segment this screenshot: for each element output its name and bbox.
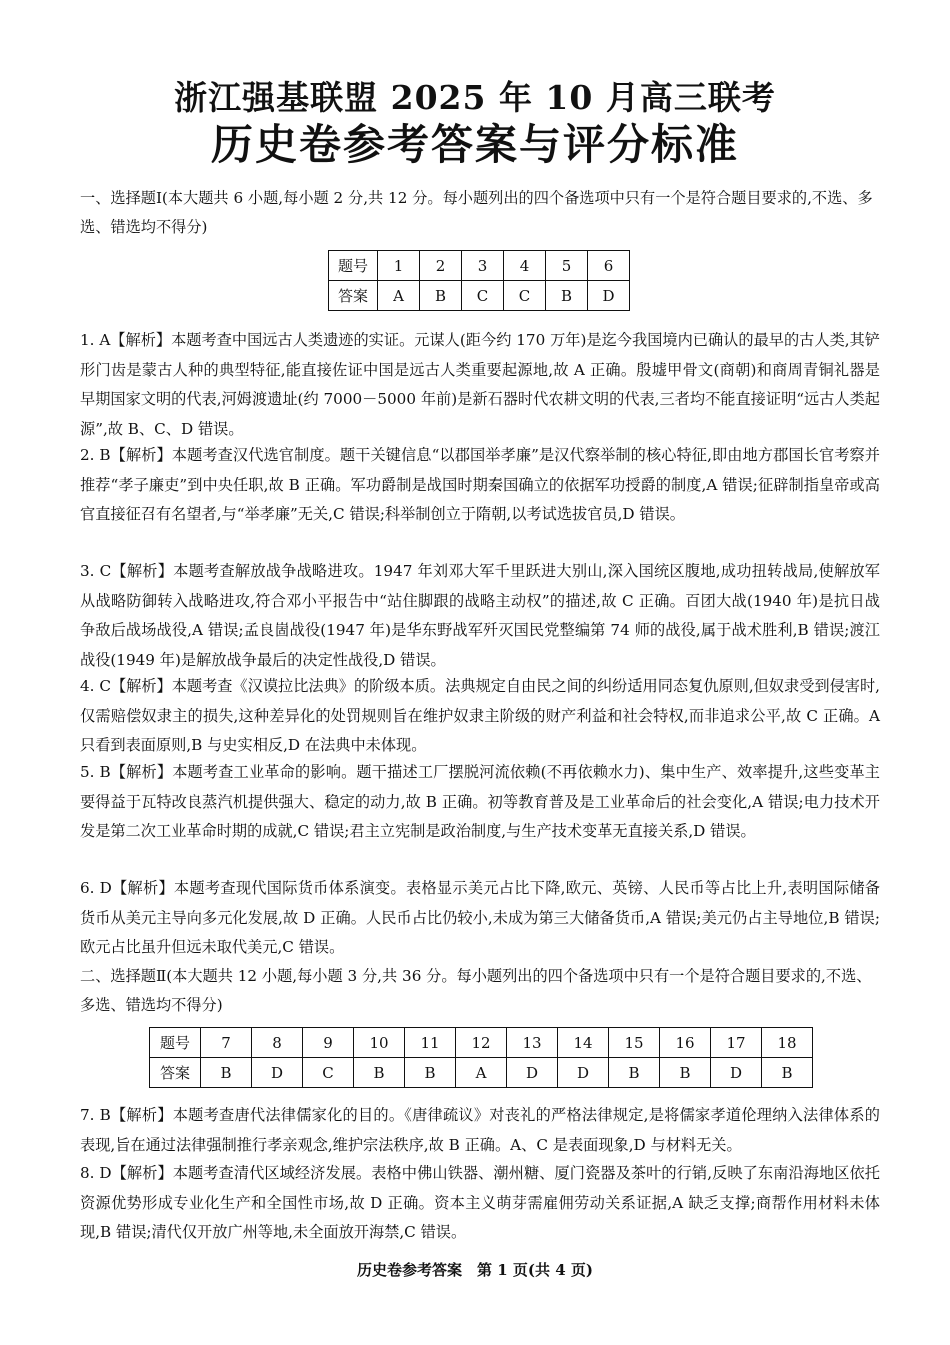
question-number-cell: 18 [762, 1028, 813, 1058]
explanation-q6: 6. D【解析】本题考查现代国际货币体系演变。表格显示美元占比下降,欧元、英镑、人民币等占比上升,表明国际储备货币从美元主导向多元化发展,故 D 正确。人民币占比仍较小,未成为第三大储备货币,A 错误;美元仍占主导地位,B 错误;欧元占比虽升但远未取代美元,C 错误。 [80, 879, 880, 956]
table-row-answers [329, 281, 630, 311]
question-number-cell: 6 [588, 251, 630, 281]
answer-cell: D [252, 1058, 303, 1088]
row-label-answer: 答案 [329, 281, 378, 311]
answer-cell: C [504, 281, 546, 311]
question-number-cell: 17 [711, 1028, 762, 1058]
question-number-cell: 1 [378, 251, 420, 281]
question-number-cell: 7 [201, 1028, 252, 1058]
answer-cell: D [507, 1058, 558, 1088]
explanation-q7: 7. B【解析】本题考查唐代法律儒家化的目的。《唐律疏议》对丧礼的严格法律规定,是将儒家孝道伦理纳入法律体系的表现,旨在通过法律强制推行孝亲观念,维护宗法秩序,故 B 正确。A、C 是表面现象,D 与材料无关。 [80, 1106, 880, 1154]
answer-cell: B [405, 1058, 456, 1088]
answer-cell: D [711, 1058, 762, 1088]
question-number-cell: 11 [405, 1028, 456, 1058]
exam-title: 浙江强基联盟 2025 年 10 月高三联考 [174, 78, 776, 117]
answer-cell: C [462, 281, 504, 311]
page-footer: 历史卷参考答案 第 1 页(共 4 页) [357, 1261, 593, 1279]
row-label-question-number: 题号 [150, 1028, 201, 1058]
table-row-numbers [329, 251, 630, 281]
explanation-q8: 8. D【解析】本题考查清代区域经济发展。表格中佛山铁器、潮州糖、厦门瓷器及茶叶的行销,反映了东南沿海地区依托资源优势形成专业化生产和全国性市场,故 D 正确。资本主义萌芽需雇佣劳动关系证据,A 缺乏支撑;商帮作用材料未体现,B 错误;清代仅开放广州等地,未全面放开海禁,C 错误。 [80, 1164, 880, 1241]
table-row-numbers [150, 1028, 813, 1058]
question-number-cell: 9 [303, 1028, 354, 1058]
row-label-answer: 答案 [150, 1058, 201, 1088]
answer-cell: B [201, 1058, 252, 1088]
row-label-question-number: 题号 [329, 251, 378, 281]
answer-cell: D [558, 1058, 609, 1088]
section2-intro: 二、选择题Ⅱ(本大题共 12 小题,每小题 3 分,共 36 分。每小题列出的四个备选项中只有一个是符合题目要求的,不选、多选、错选均不得分) [80, 967, 872, 1014]
question-number-cell: 5 [546, 251, 588, 281]
question-number-cell: 16 [660, 1028, 711, 1058]
answer-cell: A [456, 1058, 507, 1088]
question-number-cell: 13 [507, 1028, 558, 1058]
answer-cell: B [762, 1058, 813, 1088]
answer-cell: B [660, 1058, 711, 1088]
question-number-cell: 14 [558, 1028, 609, 1058]
explanation-q3: 3. C【解析】本题考查解放战争战略进攻。1947 年刘邓大军千里跃进大别山,深入国统区腹地,成功扭转战局,使解放军从战略防御转入战略进攻,符合邓小平报告中“站住脚跟的战略主动权”的描述,故 C 正确。百团大战(1940 年)是抗日战争敌后战场战役,A 错误;孟良崮战役(1947 年)是华东野战军歼灭国民党整编第 74 师的战役,属于战术胜利,B 错误;渡江战役(1949 年)是解放战争最后的决定性战役,D 错误。 [80, 562, 880, 669]
question-number-cell: 2 [420, 251, 462, 281]
explanation-q2: 2. B【解析】本题考查汉代选官制度。题干关键信息“以郡国举孝廉”是汉代察举制的核心特征,即由地方郡国长官考察并推荐“孝子廉吏”到中央任职,故 B 正确。军功爵制是战国时期秦国确立的依据军功授爵的制度,A 错误;征辟制指皇帝或高官直接征召有名望者,与“举孝廉”无关,C 错误;科举制创立于隋朝,以考试选拔官员,D 错误。 [80, 446, 880, 523]
answer-cell: C [303, 1058, 354, 1088]
section2-answer-table [149, 1027, 813, 1088]
question-number-cell: 8 [252, 1028, 303, 1058]
section1-intro: 一、选择题Ⅰ(本大题共 6 小题,每小题 2 分,共 12 分。每小题列出的四个备选项中只有一个是符合题目要求的,不选、多选、错选均不得分) [80, 189, 873, 236]
document-title: 历史卷参考答案与评分标准 [210, 120, 739, 169]
question-number-cell: 3 [462, 251, 504, 281]
table-row-answers [150, 1058, 813, 1088]
explanation-q5: 5. B【解析】本题考查工业革命的影响。题干描述工厂摆脱河流依赖(不再依赖水力)、集中生产、效率提升,这些变革主要得益于瓦特改良蒸汽机提供强大、稳定的动力,故 B 正确。初等教育普及是工业革命后的社会变化,A 错误;电力技术开发是第二次工业革命时期的成就,C 错误;君主立宪制是政治制度,与生产技术变革无直接关系,D 错误。 [80, 763, 880, 840]
question-number-cell: 10 [354, 1028, 405, 1058]
answer-cell: B [354, 1058, 405, 1088]
answer-cell: A [378, 281, 420, 311]
question-number-cell: 12 [456, 1028, 507, 1058]
section1-answer-table [328, 250, 630, 311]
answer-cell: B [546, 281, 588, 311]
answer-cell: B [420, 281, 462, 311]
explanation-q4: 4. C【解析】本题考查《汉谟拉比法典》的阶级本质。法典规定自由民之间的纠纷适用同态复仇原则,但奴隶受到侵害时,仅需赔偿奴隶主的损失,这种差异化的处罚规则旨在维护奴隶主阶级的财产利益和社会特权,而非追求公平,故 C 正确。A 只看到表面原则,B 与史实相反,D 在法典中未体现。 [80, 677, 880, 754]
answer-cell: B [609, 1058, 660, 1088]
question-number-cell: 15 [609, 1028, 660, 1058]
explanation-q1: 1. A【解析】本题考查中国远古人类遗迹的实证。元谋人(距今约 170 万年)是迄今我国境内已确认的最早的古人类,其铲形门齿是蒙古人种的典型特征,能直接佐证中国是远古人类重要起源地,故 A 正确。殷墟甲骨文(商朝)和商周青铜礼器是早期国家文明的代表,河姆渡遗址(约 7000－5000 年前)是新石器时代农耕文明的代表,三者均不能直接证明“远古人类起源”,故 B、C、D 错误。 [80, 331, 880, 438]
answer-cell: D [588, 281, 630, 311]
question-number-cell: 4 [504, 251, 546, 281]
